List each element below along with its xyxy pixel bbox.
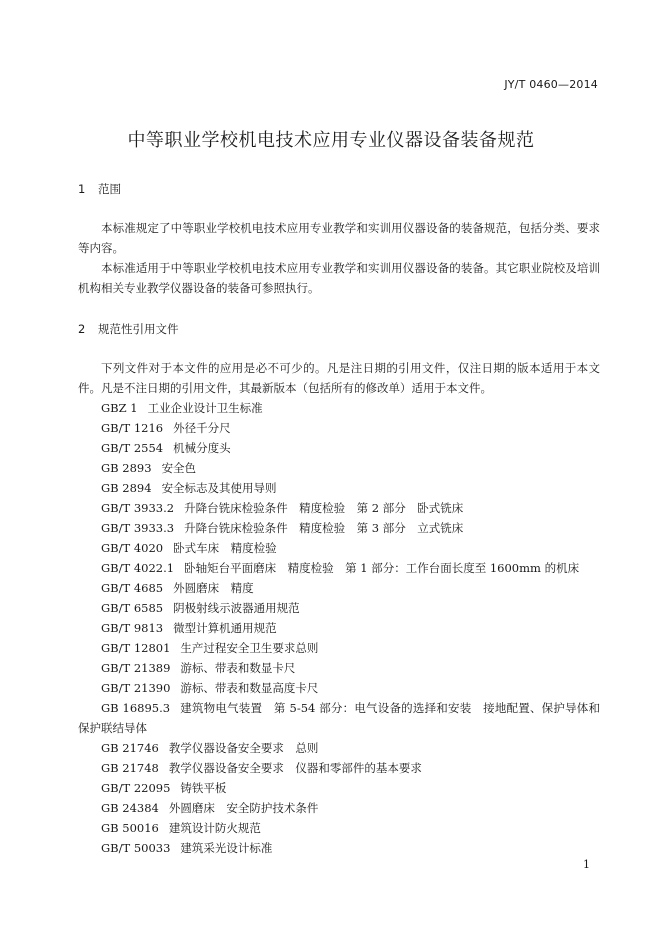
reference-title: 安全色 [161, 461, 197, 475]
reference-title: 升降台铣床检验条件 精度检验 第 2 部分 卧式铣床 [184, 501, 464, 515]
reference-code: GB/T 3933.3 [101, 521, 175, 535]
reference-item [78, 798, 600, 818]
reference-title: 升降台铣床检验条件 精度检验 第 3 部分 立式铣床 [184, 521, 464, 535]
reference-title: 生产过程安全卫生要求总则 [180, 641, 319, 655]
reference-item [78, 678, 600, 698]
reference-title: 外圆磨床 安全防护技术条件 [168, 801, 319, 815]
reference-code: GB/T 21390 [101, 681, 171, 695]
reference-code: GB 2893 [101, 461, 152, 475]
reference-item [78, 698, 600, 738]
scope-paragraph-1: 本标准规定了中等职业学校机电技术应用专业教学和实训用仪器设备的装备规范，包括分类、要求等内容。 [78, 221, 600, 255]
reference-item [78, 638, 600, 658]
reference-item [78, 818, 600, 838]
reference-code: GB/T 12801 [101, 641, 171, 655]
reference-item [78, 558, 600, 578]
reference-item [78, 538, 600, 558]
reference-title: 微型计算机通用规范 [173, 621, 277, 635]
section-number: 1 [78, 182, 86, 196]
reference-code: GB/T 9813 [101, 621, 164, 635]
reference-item [78, 418, 600, 438]
reference-title: 外圆磨床 精度 [173, 581, 254, 595]
reference-title: 建筑设计防火规范 [168, 821, 261, 835]
reference-title: 游标、带表和数显高度卡尺 [180, 681, 319, 695]
reference-code: GB/T 4685 [101, 581, 164, 595]
section-1-heading [78, 181, 121, 197]
reference-item [78, 478, 600, 498]
reference-item [78, 598, 600, 618]
reference-item [78, 778, 600, 798]
reference-code: GBZ 1 [101, 401, 138, 415]
reference-item [78, 438, 600, 458]
reference-item [78, 518, 600, 538]
section-title: 规范性引用文件 [98, 322, 179, 336]
section-title: 范围 [98, 182, 121, 196]
reference-item [78, 398, 600, 418]
reference-title: 工业企业设计卫生标准 [147, 401, 263, 415]
reference-item [78, 658, 600, 678]
reference-code: GB/T 2554 [101, 441, 164, 455]
section-2-heading [78, 321, 179, 337]
reference-title: 外径千分尺 [173, 421, 231, 435]
reference-title: 游标、带表和数显卡尺 [180, 661, 296, 675]
reference-code: GB 24384 [101, 801, 159, 815]
reference-item [78, 618, 600, 638]
reference-title: 铸铁平板 [180, 781, 227, 795]
normative-refs-intro: 下列文件对于本文件的应用是必不可少的。凡是注日期的引用文件，仅注日期的版本适用于本文件。凡是不注日期的引用文件，其最新版本（包括所有的修改单）适用于本文件。 [78, 361, 600, 395]
reference-code: GB 21748 [101, 761, 159, 775]
reference-code: GB/T 50033 [101, 841, 171, 855]
reference-title: 安全标志及其使用导则 [161, 481, 277, 495]
reference-item [78, 738, 600, 758]
reference-code: GB 50016 [101, 821, 159, 835]
reference-title: 阴极射线示波器通用规范 [173, 601, 300, 615]
reference-code: GB/T 4020 [101, 541, 164, 555]
reference-title: 教学仪器设备安全要求 仪器和零部件的基本要求 [168, 761, 422, 775]
page-number: 1 [583, 858, 590, 871]
reference-title: 卧式车床 精度检验 [173, 541, 277, 555]
document-title: 中等职业学校机电技术应用专业仪器设备装备规范 [127, 130, 535, 151]
reference-code: GB/T 22095 [101, 781, 171, 795]
reference-item [78, 758, 600, 778]
reference-code: GB 21746 [101, 741, 159, 755]
reference-title: 建筑物电气装置 第 5-54 部分：电气设备的选择和安装 接地配置、保护导体和保护联结导体 [78, 701, 600, 735]
reference-code: GB/T 1216 [101, 421, 164, 435]
reference-item [78, 578, 600, 598]
reference-title: 建筑采光设计标准 [180, 841, 273, 855]
scope-paragraph-2: 本标准适用于中等职业学校机电技术应用专业教学和实训用仪器设备的装备。其它职业院校及培训机构相关专业教学仪器设备的装备可参照执行。 [78, 261, 600, 295]
section-number: 2 [78, 322, 86, 336]
reference-code: GB/T 6585 [101, 601, 164, 615]
reference-item [78, 838, 600, 858]
reference-title: 机械分度头 [173, 441, 231, 455]
reference-item [78, 458, 600, 478]
reference-title: 卧轴矩台平面磨床 精度检验 第 1 部分：工作台面长度至 1600mm 的机床 [184, 561, 580, 575]
standard-code: JY/T 0460—2014 [504, 78, 598, 91]
reference-code: GB/T 4022.1 [101, 561, 175, 575]
reference-code: GB/T 3933.2 [101, 501, 175, 515]
reference-title: 教学仪器设备安全要求 总则 [168, 741, 319, 755]
reference-code: GB 2894 [101, 481, 152, 495]
reference-item [78, 498, 600, 518]
reference-code: GB/T 21389 [101, 661, 171, 675]
reference-code: GB 16895.3 [101, 701, 171, 715]
reference-list [78, 398, 600, 858]
